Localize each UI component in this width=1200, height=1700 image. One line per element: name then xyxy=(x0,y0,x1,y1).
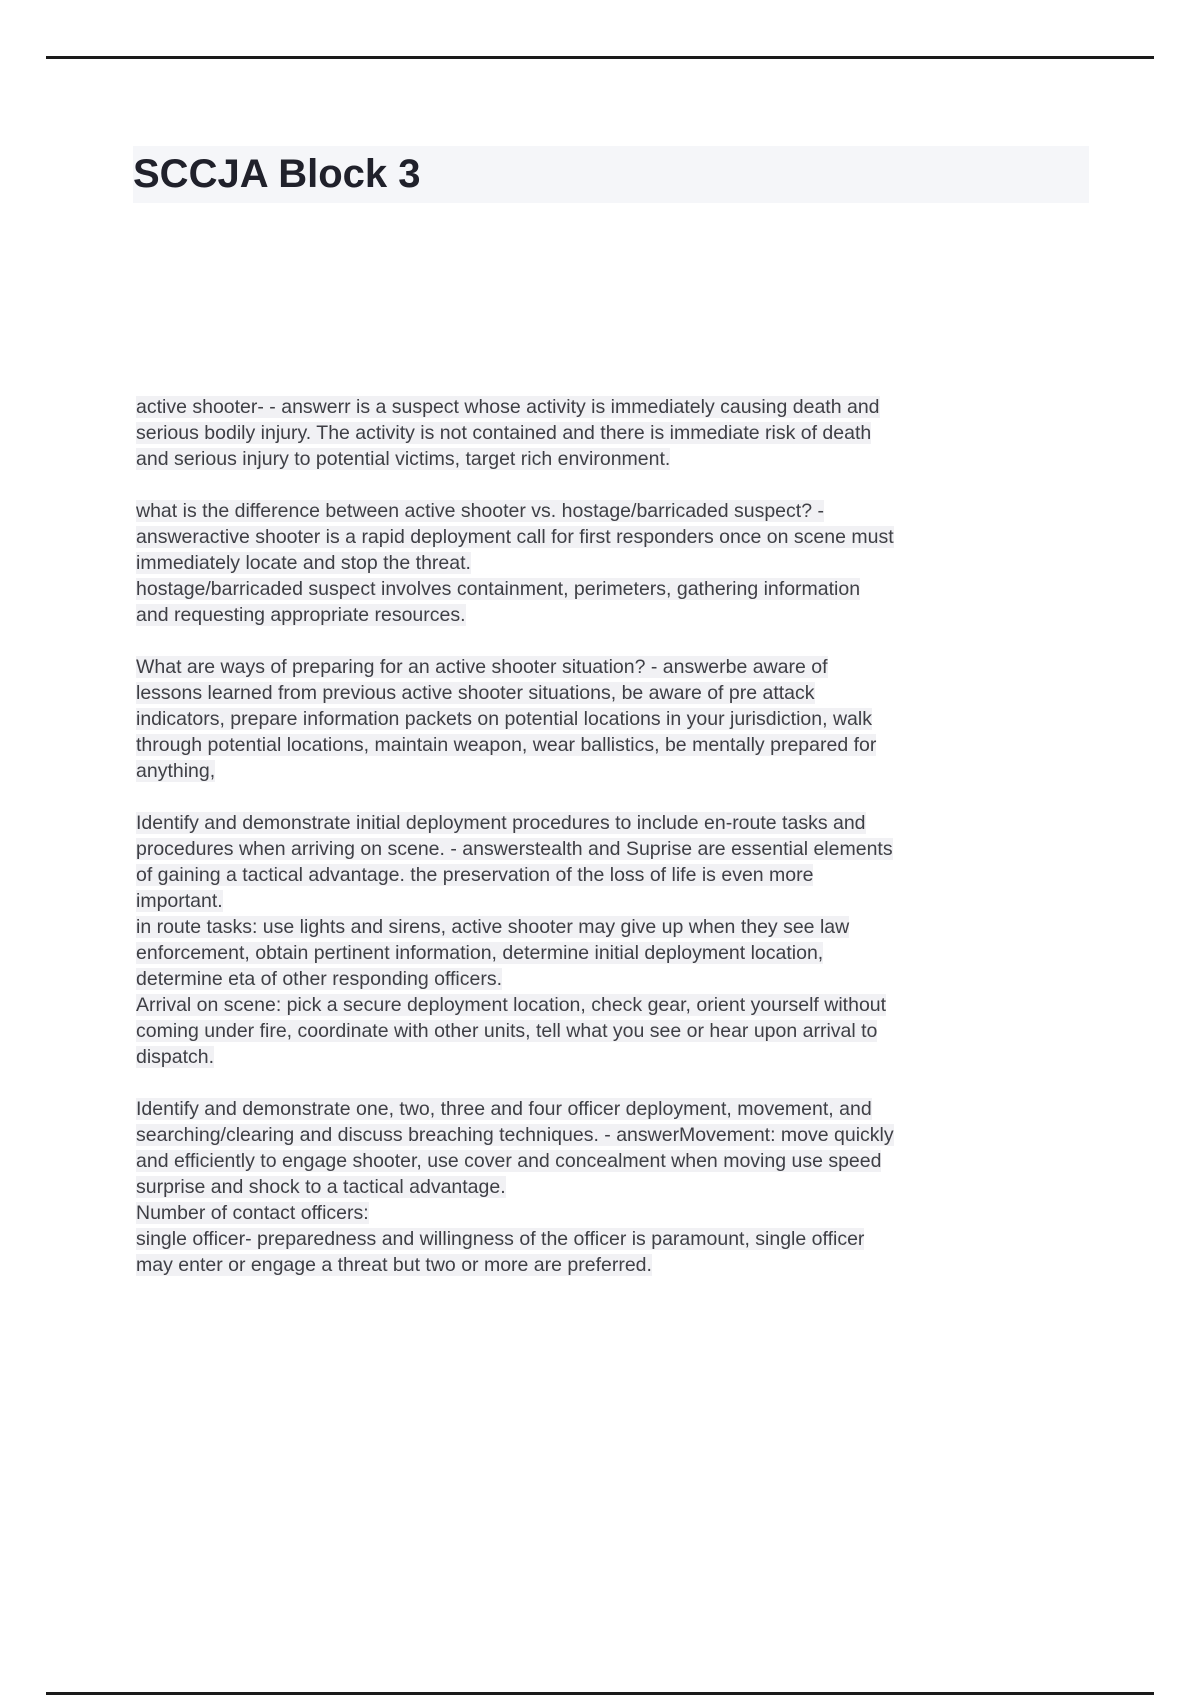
paragraph-active-shooter-definition xyxy=(136,394,1096,472)
paragraph-shooter-vs-hostage xyxy=(136,498,1096,628)
text-line-highlight: single officer- preparedness and willingness of the officer is paramount, single officer xyxy=(136,1228,865,1250)
text-line-highlight: of gaining a tactical advantage. the preservation of the loss of life is even more xyxy=(136,864,814,886)
text-line xyxy=(136,1252,1096,1278)
text-line-highlight: coming under fire, coordinate with other units, tell what you see or hear upon arrival to xyxy=(136,1020,878,1042)
text-line-highlight: immediately locate and stop the threat. xyxy=(136,552,471,574)
text-line-highlight: active shooter- - answerr is a suspect whose activity is immediately causing death and xyxy=(136,396,880,418)
paragraph-initial-deployment xyxy=(136,810,1096,1070)
text-line xyxy=(136,914,1096,940)
text-line xyxy=(136,550,1096,576)
text-line xyxy=(136,654,1096,680)
text-line xyxy=(136,446,1096,472)
text-line-highlight: and efficiently to engage shooter, use cover and concealment when moving use speed xyxy=(136,1150,882,1172)
text-line-highlight: anything, xyxy=(136,760,216,782)
text-line xyxy=(136,992,1096,1018)
text-line xyxy=(136,394,1096,420)
text-line-highlight: Identify and demonstrate initial deployment procedures to include en-route tasks and xyxy=(136,812,866,834)
text-line-highlight: enforcement, obtain pertinent information, determine initial deployment location, xyxy=(136,942,824,964)
text-line-highlight: may enter or engage a threat but two or more are preferred. xyxy=(136,1254,652,1276)
text-line xyxy=(136,1096,1096,1122)
text-line xyxy=(136,680,1096,706)
text-line-highlight: through potential locations, maintain weapon, wear ballistics, be mentally prepared for xyxy=(136,734,877,756)
text-line xyxy=(136,758,1096,784)
text-line-highlight: hostage/barricaded suspect involves containment, perimeters, gathering information xyxy=(136,578,861,600)
text-line-highlight: Identify and demonstrate one, two, three and four officer deployment, movement, and xyxy=(136,1098,872,1120)
text-line xyxy=(136,706,1096,732)
text-line-highlight: what is the difference between active shooter vs. hostage/barricaded suspect? - xyxy=(136,500,824,522)
text-line-highlight: in route tasks: use lights and sirens, active shooter may give up when they see law xyxy=(136,916,850,938)
text-line xyxy=(136,1226,1096,1252)
text-line-highlight: and requesting appropriate resources. xyxy=(136,604,466,626)
text-line xyxy=(136,420,1096,446)
document-body xyxy=(136,394,1096,1304)
text-line-highlight: serious bodily injury. The activity is not contained and there is immediate risk of death xyxy=(136,422,872,444)
text-line-highlight: dispatch. xyxy=(136,1046,215,1068)
text-line-highlight: searching/clearing and discuss breaching techniques. - answerMovement: move quickly xyxy=(136,1124,894,1146)
text-line xyxy=(136,1044,1096,1070)
text-line xyxy=(136,602,1096,628)
text-line-highlight: Arrival on scene: pick a secure deployment location, check gear, orient yourself without xyxy=(136,994,887,1016)
text-line xyxy=(136,1174,1096,1200)
text-line xyxy=(136,966,1096,992)
page-title: SCCJA Block 3 xyxy=(133,146,1089,203)
text-line xyxy=(136,1018,1096,1044)
paragraph-preparing-ways xyxy=(136,654,1096,784)
text-line xyxy=(136,524,1096,550)
text-line-highlight: procedures when arriving on scene. - answerstealth and Suprise are essential elements xyxy=(136,838,893,860)
text-line xyxy=(136,940,1096,966)
top-rule xyxy=(46,56,1154,59)
text-line xyxy=(136,862,1096,888)
text-line-highlight: answeractive shooter is a rapid deployment call for first responders once on scene must xyxy=(136,526,894,548)
bottom-rule xyxy=(46,1692,1154,1695)
text-line xyxy=(136,1122,1096,1148)
text-line xyxy=(136,836,1096,862)
text-line-highlight: determine eta of other responding officers. xyxy=(136,968,503,990)
text-line xyxy=(136,1200,1096,1226)
text-line xyxy=(136,1148,1096,1174)
text-line-highlight: and serious injury to potential victims, target rich environment. xyxy=(136,448,671,470)
text-line-highlight: What are ways of preparing for an active shooter situation? - answerbe aware of xyxy=(136,656,828,678)
text-line xyxy=(136,732,1096,758)
text-line xyxy=(136,576,1096,602)
text-line xyxy=(136,498,1096,524)
text-line-highlight: indicators, prepare information packets on potential locations in your jurisdiction, walk xyxy=(136,708,872,730)
text-line-highlight: Number of contact officers: xyxy=(136,1202,369,1224)
text-line-highlight: important. xyxy=(136,890,223,912)
text-line xyxy=(136,810,1096,836)
paragraph-officer-deployment-movement xyxy=(136,1096,1096,1278)
text-line xyxy=(136,888,1096,914)
text-line-highlight: lessons learned from previous active shooter situations, be aware of pre attack xyxy=(136,682,815,704)
text-line-highlight: surprise and shock to a tactical advantage. xyxy=(136,1176,506,1198)
